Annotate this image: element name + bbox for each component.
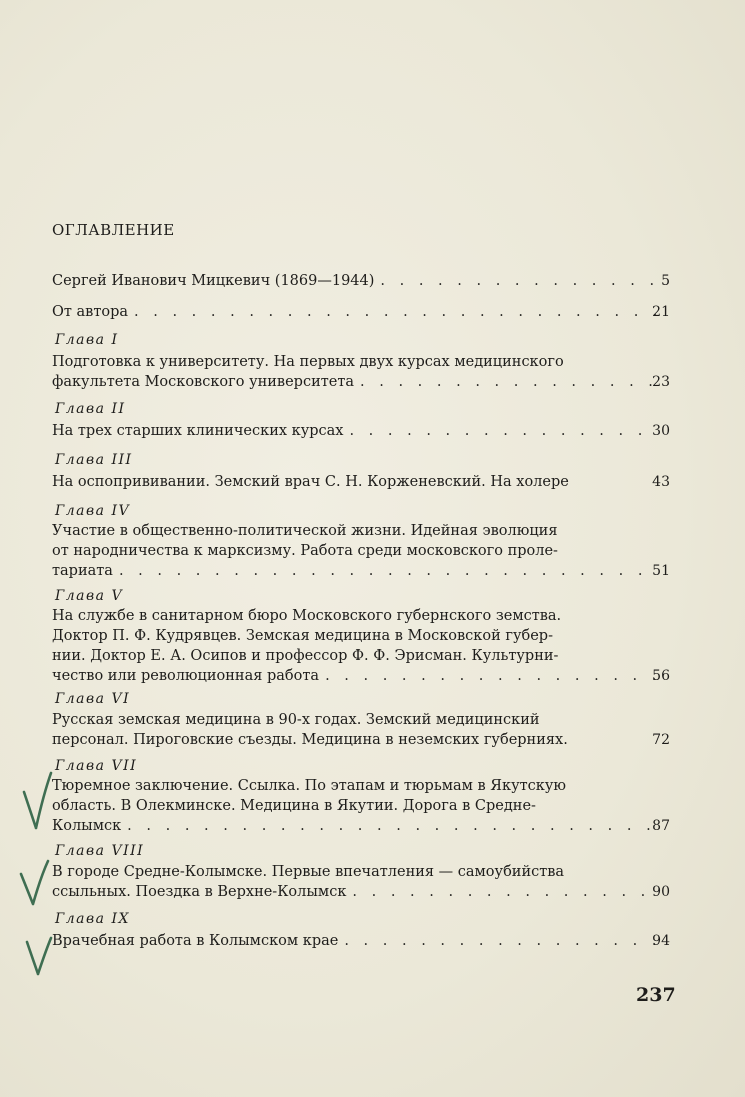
chapter-label: Глава V: [55, 588, 124, 604]
leader-dots: [352, 882, 658, 902]
toc-heading: ОГЛАВЛЕНИЕ: [52, 221, 175, 239]
leader-dots: [134, 302, 658, 322]
entry-title-line: На трех старших клинических курсах: [52, 423, 344, 439]
entry-title-line: чество или революционная работа: [52, 668, 320, 684]
toc-entry[interactable]: [52, 931, 670, 951]
page-number: 23: [652, 374, 670, 390]
entry-title-line: нии. Доктор Е. А. Осипов и профессор Ф. Ф. Эрисман. Культурни-: [52, 648, 559, 664]
chapter-label: Глава IX: [55, 911, 130, 927]
page-number: 30: [652, 423, 670, 439]
checkmark-icon: [20, 770, 54, 832]
leader-dots: [325, 666, 658, 686]
chapter-label: Глава IV: [55, 503, 131, 519]
page-folio: 237: [636, 984, 676, 1006]
chapter-label: Глава VII: [55, 758, 138, 774]
chapter-label: Глава II: [55, 401, 126, 417]
page-number: 21: [652, 304, 670, 320]
entry-title-line: персонал. Пироговские съезды. Медицина в неземских губерниях.: [52, 732, 568, 748]
entry-title-line: В городе Средне-Колымске. Первые впечатления — самоубийства: [52, 864, 565, 880]
chapter-label: Глава VIII: [55, 843, 145, 859]
chapter-label: Глава VI: [55, 691, 131, 707]
entry-title-line: область. В Олекминске. Медицина в Якутии. Дорога в Средне-: [52, 798, 536, 814]
leader-dots: [127, 816, 658, 836]
leader-dots: [380, 271, 658, 291]
chapter-label: Глава III: [55, 452, 133, 468]
entry-title-line: ссыльных. Поездка в Верхне-Колымск: [52, 884, 347, 900]
toc-entry[interactable]: [52, 472, 670, 492]
entry-title-line: Сергей Иванович Мицкевич (1869—1944): [52, 273, 375, 289]
leader-dots: [349, 421, 658, 441]
toc-entry[interactable]: [52, 302, 670, 322]
page-number: 94: [652, 933, 670, 949]
entry-title-line: Тюремное заключение. Ссылка. По этапам и тюрьмам в Якутскую: [52, 778, 566, 794]
page-number: 90: [652, 884, 670, 900]
entry-title-line: От автора: [52, 304, 129, 320]
toc-entry[interactable]: [52, 776, 670, 836]
chapter-label: Глава I: [55, 332, 119, 348]
page-number: 72: [652, 732, 670, 748]
toc-entry[interactable]: [52, 862, 670, 902]
entry-title-line: На оспопрививании. Земский врач С. Н. Корженевский. На холере: [52, 474, 569, 490]
leader-dots: [119, 561, 658, 581]
page-number: 51: [652, 563, 670, 579]
entry-title-line: Подготовка к университету. На первых двух курсах медицинского: [52, 354, 564, 370]
entry-title-line: Врачебная работа в Колымском крае: [52, 933, 339, 949]
toc-entry[interactable]: [52, 521, 670, 581]
entry-title-line: тариата: [52, 563, 113, 579]
toc-entry[interactable]: [52, 352, 670, 392]
page-number: 5: [661, 273, 670, 289]
page-number: 43: [652, 474, 670, 490]
entry-title-line: Участие в общественно-политической жизни. Идейная эволюция: [52, 523, 558, 539]
entry-title-line: Русская земская медицина в 90-х годах. Земский медицинский: [52, 712, 540, 728]
checkmark-icon: [18, 858, 52, 908]
entry-title-line: факультета Московского университета: [52, 374, 355, 390]
leader-dots: [360, 372, 658, 392]
page-number: 56: [652, 668, 670, 684]
leader-dots: [344, 931, 658, 951]
entry-title-line: от народничества к марксизму. Работа среди московского проле-: [52, 543, 558, 559]
entry-title-line: Доктор П. Ф. Кудрявцев. Земская медицина в Московской губер-: [52, 628, 553, 644]
checkmark-icon: [24, 934, 54, 978]
entry-title-line: Колымск: [52, 818, 122, 834]
toc-entry[interactable]: [52, 421, 670, 441]
page-number: 87: [652, 818, 670, 834]
toc-entry[interactable]: [52, 710, 670, 750]
entry-title-line: На службе в санитарном бюро Московского губернского земства.: [52, 608, 562, 624]
toc-entry[interactable]: [52, 271, 670, 291]
toc-entry[interactable]: [52, 606, 670, 686]
